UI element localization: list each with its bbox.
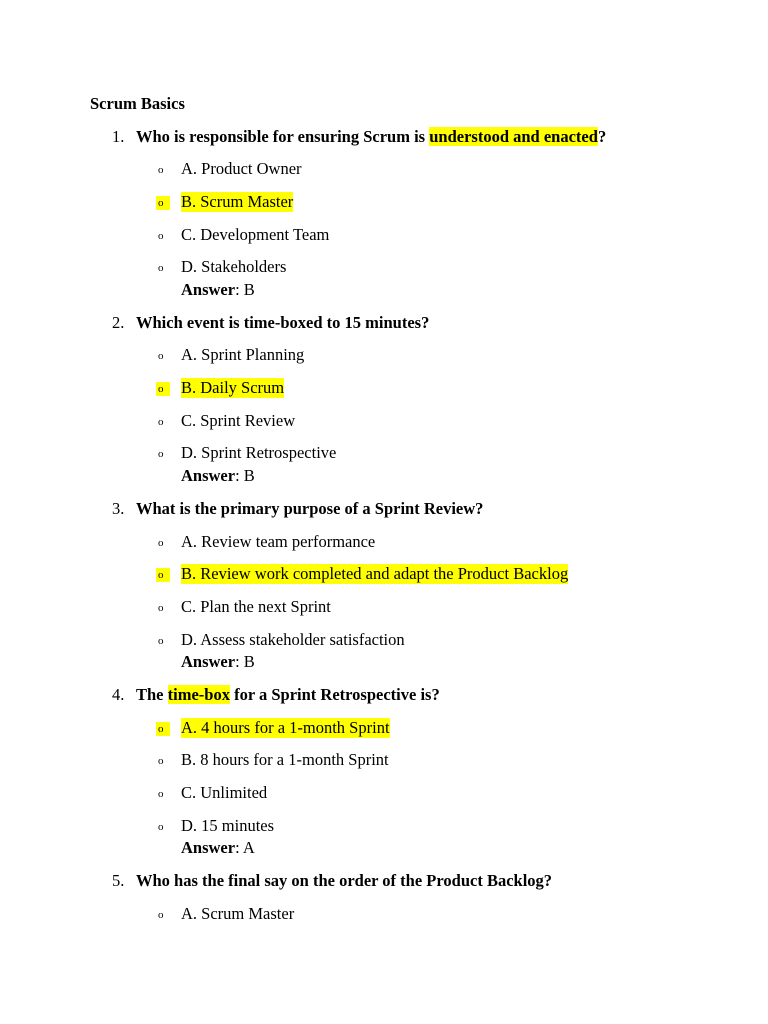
bullet-marker: o bbox=[158, 788, 164, 800]
option-row bbox=[0, 816, 768, 838]
option-row bbox=[0, 904, 768, 926]
option-text: C. Plan the next Sprint bbox=[181, 597, 331, 616]
bullet-marker: o bbox=[158, 821, 164, 833]
bullet-marker: o bbox=[156, 196, 170, 210]
option-row bbox=[0, 257, 768, 279]
option-row bbox=[0, 443, 768, 465]
bullet-marker: o bbox=[158, 350, 164, 362]
bullet-marker: o bbox=[158, 635, 164, 647]
answer-label: Answer bbox=[181, 652, 236, 671]
option-row bbox=[0, 597, 768, 619]
option-text: A. 4 hours for a 1-month Sprint bbox=[181, 718, 390, 737]
option-text: A. Product Owner bbox=[181, 159, 302, 178]
option-row-highlighted bbox=[0, 564, 768, 586]
question-number: 3. bbox=[112, 499, 125, 518]
bullet-marker: o bbox=[158, 164, 164, 176]
answer-value: : A bbox=[235, 838, 255, 857]
option-row bbox=[0, 411, 768, 433]
option-text: C. Development Team bbox=[181, 225, 330, 244]
option-row bbox=[0, 159, 768, 181]
option-row bbox=[0, 345, 768, 367]
option-row bbox=[0, 225, 768, 247]
answer-label: Answer bbox=[181, 466, 236, 485]
option-row bbox=[0, 750, 768, 772]
option-row-highlighted bbox=[0, 718, 768, 740]
answer-line bbox=[181, 652, 255, 672]
option-row bbox=[0, 532, 768, 554]
question-number: 2. bbox=[112, 313, 125, 332]
bullet-marker: o bbox=[158, 909, 164, 921]
bullet-marker: o bbox=[158, 537, 164, 549]
option-text: D. Stakeholders bbox=[181, 257, 287, 276]
question-text-highlight: understood and enacted bbox=[429, 127, 598, 146]
bullet-marker: o bbox=[158, 416, 164, 428]
option-text: A. Scrum Master bbox=[181, 904, 295, 923]
question-text-pre: Who is responsible for ensuring Scrum is bbox=[136, 127, 430, 146]
option-text: D. 15 minutes bbox=[181, 816, 275, 835]
option-text: D. Assess stakeholder satisfaction bbox=[181, 630, 405, 649]
question-text-highlight: time-box bbox=[167, 685, 230, 704]
answer-label: Answer bbox=[181, 280, 236, 299]
bullet-marker: o bbox=[158, 602, 164, 614]
bullet-marker: o bbox=[156, 382, 170, 396]
option-row-highlighted bbox=[0, 378, 768, 400]
option-text: B. Daily Scrum bbox=[181, 378, 285, 397]
option-text: A. Sprint Planning bbox=[181, 345, 305, 364]
question-text: What is the primary purpose of a Sprint Review? bbox=[136, 499, 484, 518]
option-text: B. Scrum Master bbox=[181, 192, 294, 211]
option-text: C. Sprint Review bbox=[181, 411, 296, 430]
answer-line bbox=[181, 838, 255, 858]
bullet-marker: o bbox=[156, 568, 170, 582]
question-text-post: for a Sprint Retrospective is? bbox=[229, 685, 440, 704]
answer-value: : B bbox=[235, 280, 255, 299]
option-row bbox=[0, 783, 768, 805]
answer-line bbox=[181, 280, 255, 300]
question-text: Which event is time-boxed to 15 minutes? bbox=[136, 313, 430, 332]
option-text: B. 8 hours for a 1-month Sprint bbox=[181, 750, 389, 769]
question-number: 4. bbox=[112, 685, 125, 704]
answer-value: : B bbox=[235, 652, 255, 671]
option-text: A. Review team performance bbox=[181, 532, 376, 551]
question-text bbox=[136, 127, 606, 147]
bullet-marker: o bbox=[158, 262, 164, 274]
option-row bbox=[0, 630, 768, 652]
answer-label: Answer bbox=[181, 838, 236, 857]
option-text: C. Unlimited bbox=[181, 783, 268, 802]
question-text: Who has the final say on the order of the Product Backlog? bbox=[136, 871, 553, 890]
question-number: 1. bbox=[112, 127, 125, 146]
bullet-marker: o bbox=[158, 755, 164, 767]
answer-value: : B bbox=[235, 466, 255, 485]
option-text: B. Review work completed and adapt the Product Backlog bbox=[181, 564, 569, 583]
question-text bbox=[136, 685, 440, 705]
answer-line bbox=[181, 466, 255, 486]
bullet-marker: o bbox=[156, 722, 170, 736]
document-heading: Scrum Basics bbox=[90, 94, 185, 113]
bullet-marker: o bbox=[158, 230, 164, 242]
question-text-pre: The bbox=[136, 685, 168, 704]
bullet-marker: o bbox=[158, 448, 164, 460]
option-text: D. Sprint Retrospective bbox=[181, 443, 337, 462]
option-row-highlighted bbox=[0, 192, 768, 214]
question-number: 5. bbox=[112, 871, 125, 890]
question-text-post: ? bbox=[597, 127, 607, 146]
